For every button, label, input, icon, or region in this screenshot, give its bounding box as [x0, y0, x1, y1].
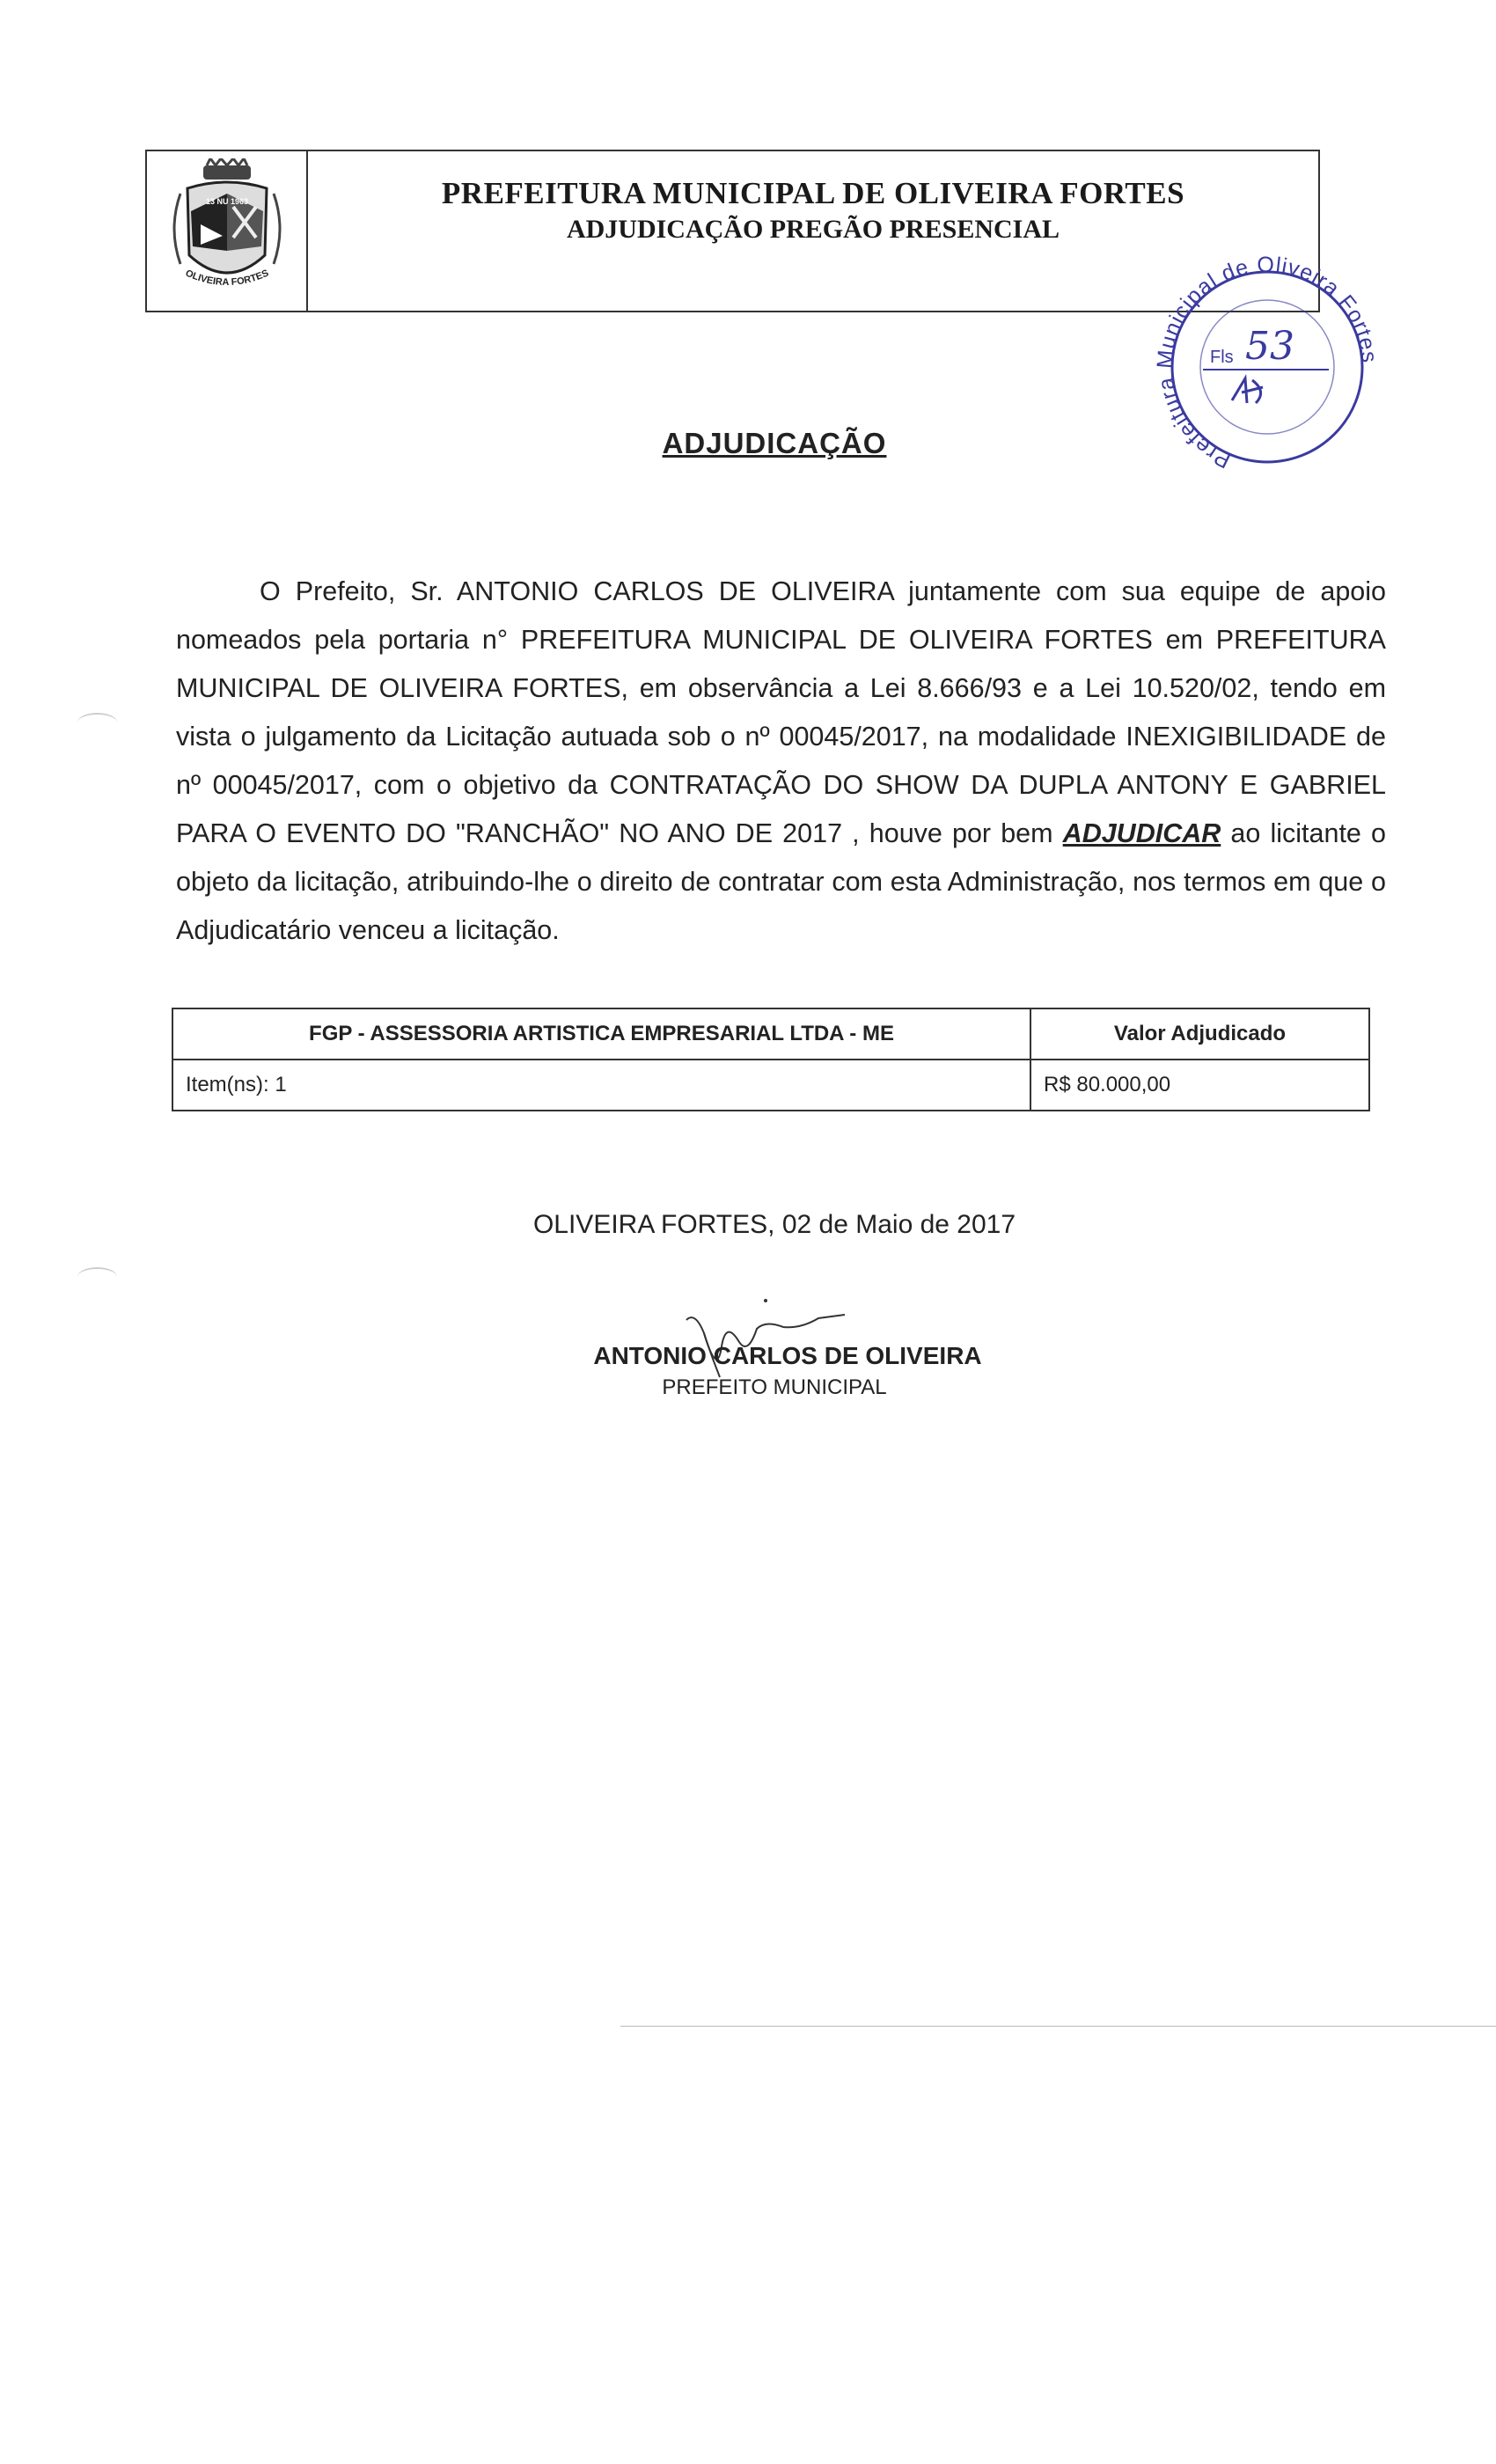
signer-role: PREFEITO MUNICIPAL [662, 1375, 887, 1399]
table-row [172, 1060, 1369, 1111]
stamp-label: Fls [1210, 348, 1234, 367]
paragraph-part-1: O Prefeito, Sr. ANTONIO CARLOS DE OLIVEIRA juntamente com sua equipe de apoio nomeados pela portaria n° PREFEITURA MUNICIPAL DE OLIVEIRA FORTES em PREFEITURA MUNICIPAL DE OLIVEIRA FORTES, em observância a Lei 8.666/93 e a Lei 10.520/02, tendo em vista o julgamento da Licitação autuada sob o nº 00045/2017, na modalidade INEXIGIBILIDADE de nº 00045/2017, com o objetivo da CONTRATAÇÃO DO SHOW DA DUPLA ANTONY E GABRIEL PARA O EVENTO DO "RANCHÃO" NO ANO DE 2017 , houve por bem [176, 576, 1386, 848]
document-title: ADJUDICAÇÃO [662, 427, 887, 459]
logo-cell [147, 151, 308, 311]
stamp-initials-icon [1232, 378, 1263, 403]
coat-of-arms-icon [161, 158, 293, 304]
scan-rule-line [620, 2026, 1496, 2027]
paragraph-emphasis: ADJUDICAR [1062, 818, 1221, 848]
stamp-page-number: 53 [1245, 324, 1294, 369]
value-cell: R$ 80.000,00 [1030, 1060, 1369, 1111]
signer-name: ANTONIO CARLOS DE OLIVEIRA [593, 1342, 982, 1369]
adjudication-table [172, 1008, 1370, 1111]
letterhead [145, 150, 1320, 312]
header-title: PREFEITURA MUNICIPAL DE OLIVEIRA FORTES [441, 176, 1185, 210]
logo-date: 13 NU 1963 [205, 197, 248, 206]
scan-mark [77, 1267, 117, 1287]
company-name-cell: FGP - ASSESSORIA ARTISTICA EMPRESARIAL LTDA - ME [172, 1008, 1030, 1060]
value-header-cell: Valor Adjudicado [1030, 1008, 1369, 1060]
items-cell: Item(ns): 1 [172, 1060, 1030, 1111]
stamp-ring-text: Prefeitura Municipal de Oliveira Fortes [1152, 255, 1382, 473]
header-subtitle: ADJUDICAÇÃO PREGÃO PRESENCIAL [566, 215, 1060, 244]
paragraph-part-2: ao licitante o objeto da licitação, atribuindo-lhe o direito de contratar com esta Administração, nos termos em que o Adjudicatário venceu a licitação. [176, 818, 1386, 945]
date-line: OLIVEIRA FORTES, 02 de Maio de 2017 [532, 1210, 1016, 1239]
table-row [172, 1008, 1369, 1060]
scan-mark [77, 713, 117, 732]
adjudication-paragraph [176, 568, 1386, 955]
logo-banner: OLIVEIRA FORTES [183, 268, 270, 289]
